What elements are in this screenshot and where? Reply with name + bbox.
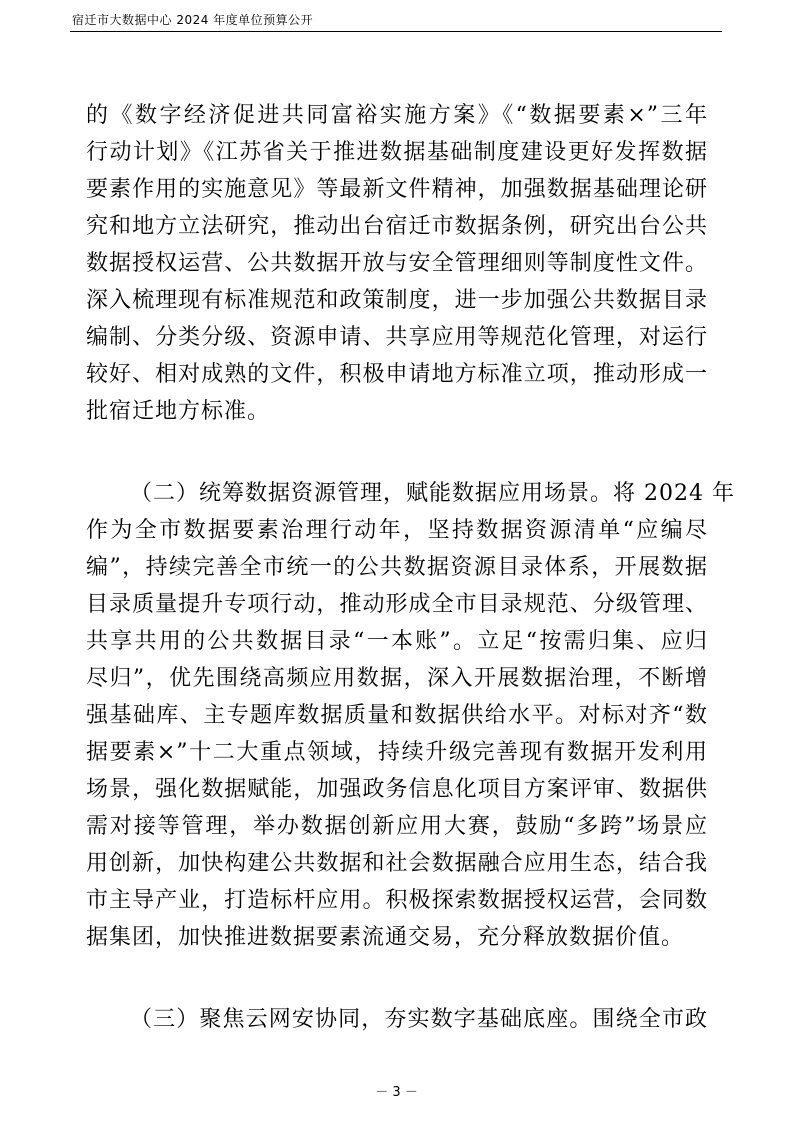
- text-line: 究和地方立法研究，推动出台宿迁市数据条例，研究出台公共: [86, 214, 708, 239]
- text-line: 需对接等管理，举办数据创新应用大赛，鼓励“多跨”场景应: [86, 814, 708, 839]
- section-heading-line: （三）聚焦云网安协同，夯实数字基础底座。围绕全市政: [130, 1007, 708, 1032]
- text-line: 要素作用的实施意见》等最新文件精神，加强数据基础理论研: [86, 177, 708, 202]
- text-line: 尽归”，优先围绕高频应用数据，深入开展数据治理，不断增: [86, 666, 708, 691]
- text-line: 行动计划》《江苏省关于推进数据基础制度建设更好发挥数据: [86, 140, 708, 165]
- document-header: 宿迁市大数据中心 2024 年度单位预算公开: [72, 13, 314, 27]
- header-divider: [70, 31, 722, 32]
- text-line: 编”，持续完善全市统一的公共数据资源目录体系，开展数据: [86, 555, 708, 580]
- text-line: 目录质量提升专项行动，推动形成全市目录规范、分级管理、: [86, 592, 708, 617]
- text-line: 据要素×”十二大重点领域，持续升级完善现有数据开发利用: [86, 740, 708, 765]
- text-line: 场景，强化数据赋能，加强政务信息化项目方案评审、数据供: [86, 777, 708, 802]
- text-line: 编制、分类分级、资源申请、共享应用等规范化管理，对运行: [86, 325, 708, 350]
- text-line: 较好、相对成熟的文件，积极申请地方标准立项，推动形成一: [86, 362, 708, 387]
- text-line: 的《数字经济促进共同富裕实施方案》《“数据要素×”三年: [86, 103, 708, 128]
- text-line: 作为全市数据要素治理行动年，坚持数据资源清单“应编尽: [86, 518, 708, 543]
- page-number: － 3 －: [375, 1085, 418, 1100]
- section-heading-line: （二）统筹数据资源管理，赋能数据应用场景。将 2024 年: [130, 481, 735, 506]
- text-line: 共享共用的公共数据目录“一本账”。立足“按需归集、应归: [86, 629, 708, 654]
- text-line: 批宿迁地方标准。: [86, 399, 271, 424]
- text-line: 数据授权运营、公共数据开放与安全管理细则等制度性文件。: [86, 251, 708, 276]
- text-line: 据集团，加快推进数据要素流通交易，充分释放数据价值。: [86, 925, 685, 950]
- text-line: 深入梳理现有标准规范和政策制度，进一步加强公共数据目录: [86, 288, 708, 313]
- text-line: 强基础库、主专题库数据质量和数据供给水平。对标对齐“数: [86, 703, 708, 728]
- text-line: 市主导产业，打造标杆应用。积极探索数据授权运营，会同数: [86, 888, 708, 913]
- text-line: 用创新，加快构建公共数据和社会数据融合应用生态，结合我: [86, 851, 708, 876]
